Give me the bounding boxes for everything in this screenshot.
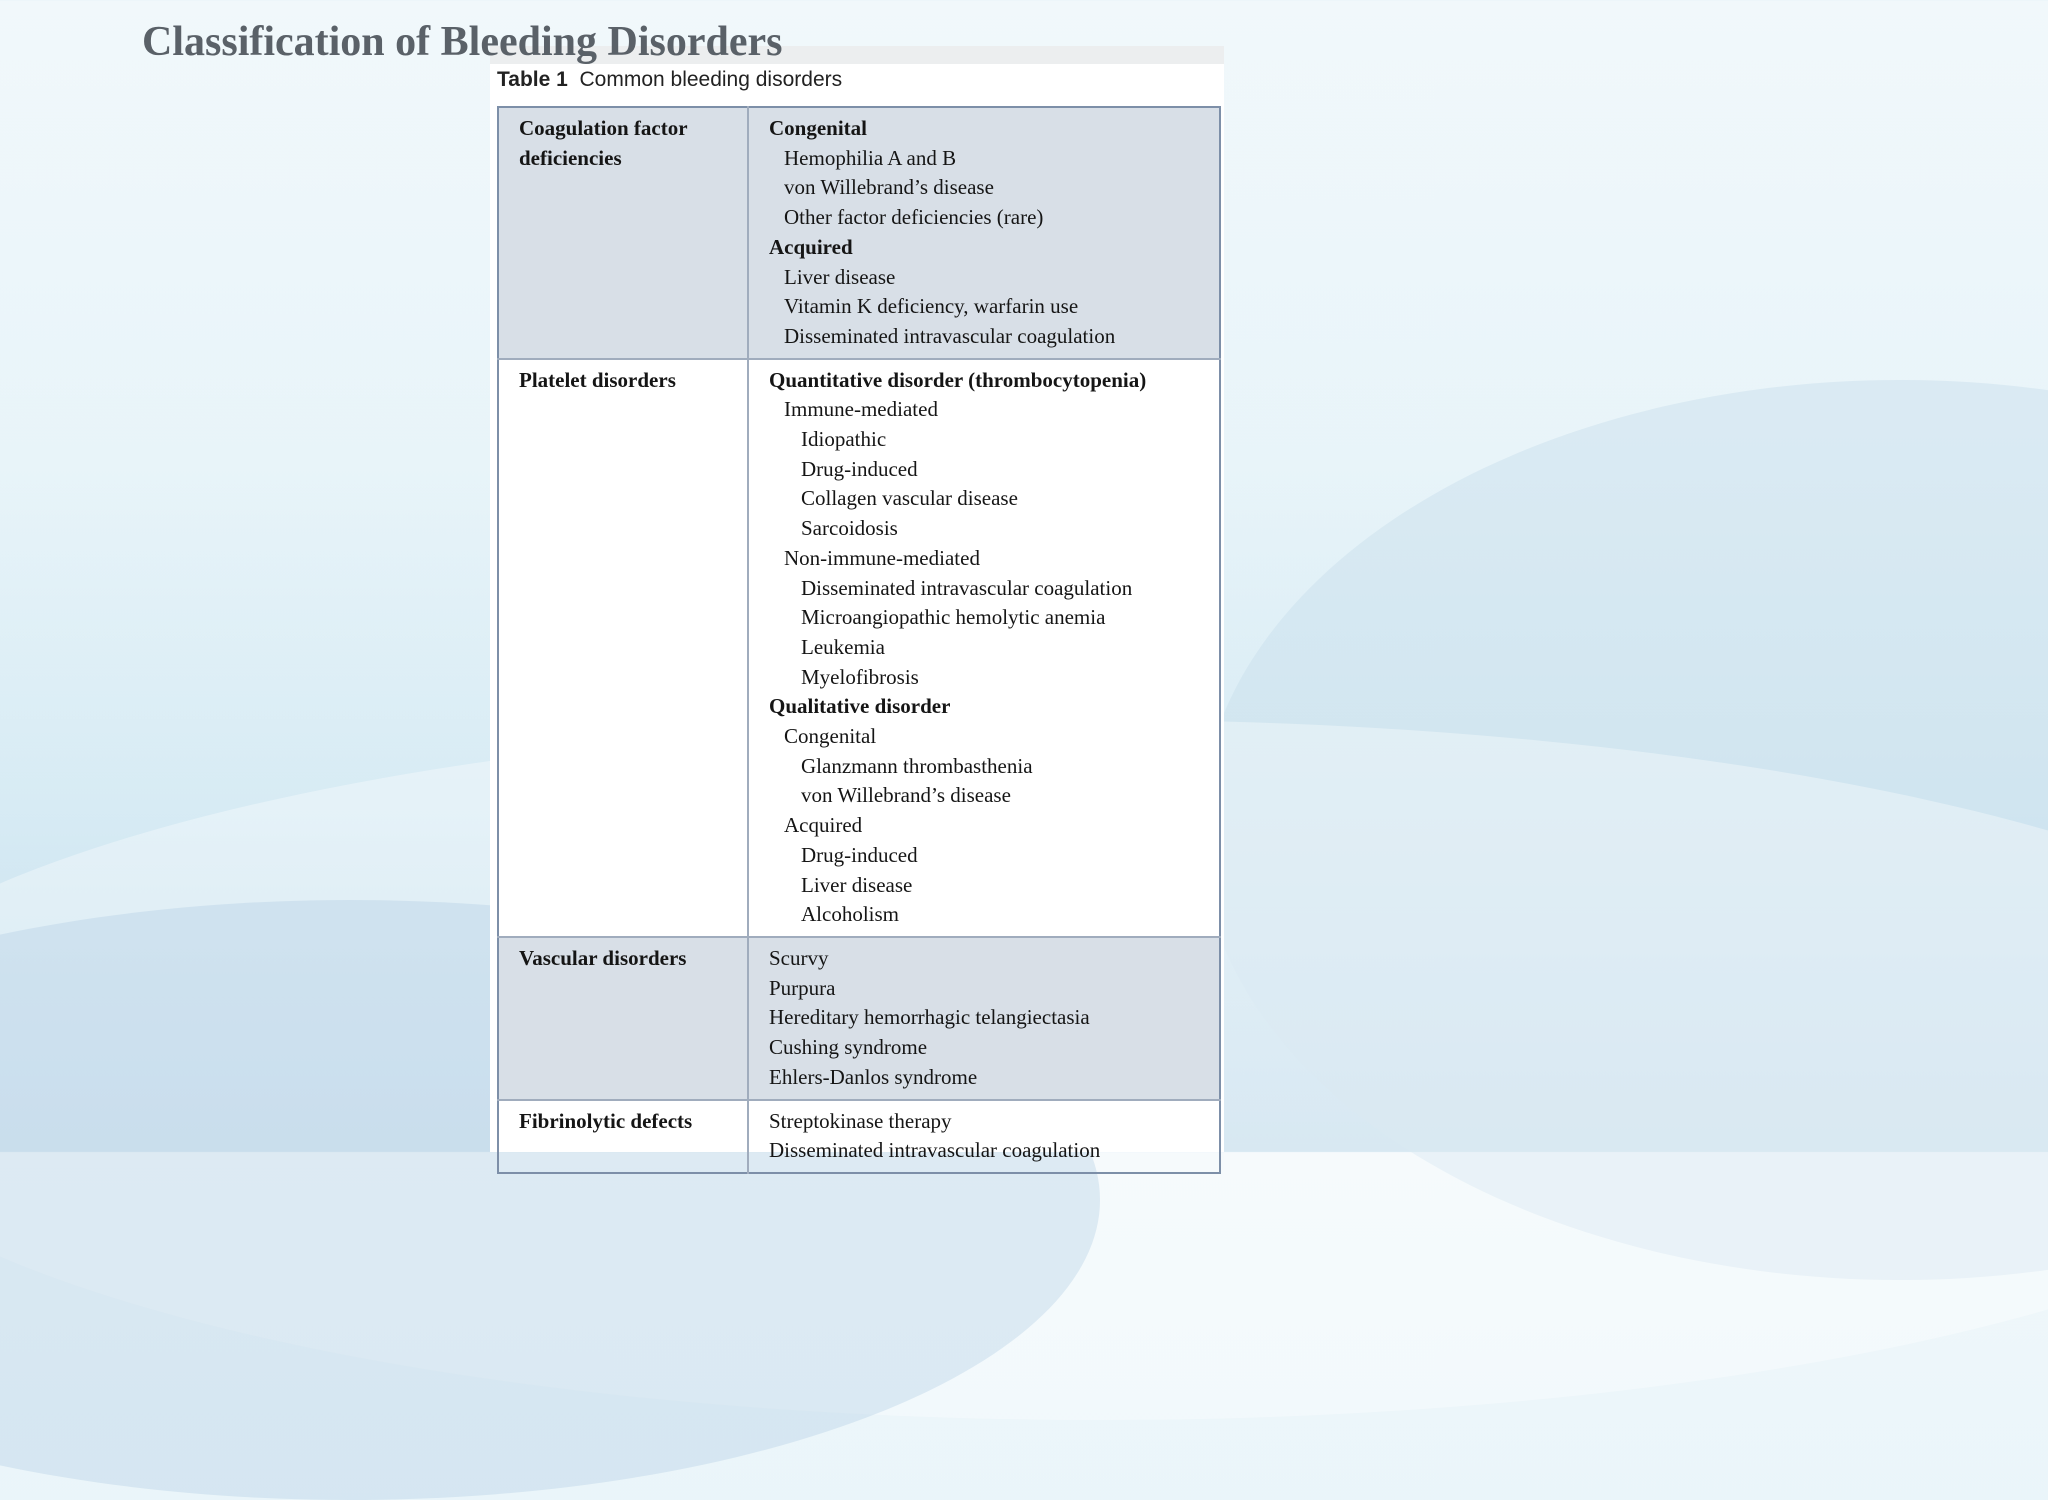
category-cell: Fibrinolytic defects [498,1100,748,1173]
list-item: Disseminated intravascular coagulation [801,575,1133,600]
list-item: Non-immune-mediated [784,545,980,570]
list-item: Vitamin K deficiency, warfarin use [784,294,1079,319]
list-item: Liver disease [801,872,913,897]
table-caption [497,68,842,92]
list-item: Liver disease [784,264,896,289]
list-item: Disseminated intravascular coagulation [784,323,1116,348]
items-cell [748,1100,1220,1173]
caption-label: Table 1 [497,68,568,91]
list-item: Myelofibrosis [801,664,919,689]
list-item: Idiopathic [801,427,887,452]
table-body [498,107,1220,1173]
list-item: Streptokinase therapy [769,1108,952,1133]
category-cell: Vascular disorders [498,937,748,1100]
subheading-item: Quantitative disorder (thrombocytopenia) [769,367,1147,392]
list-item: Cushing syndrome [769,1035,928,1060]
list-item: Congenital [784,724,877,749]
category-cell: Platelet disorders [498,359,748,937]
list-item: Alcoholism [801,902,899,927]
list-item: Leukemia [801,634,885,659]
list-item: Collagen vascular disease [801,486,1018,511]
list-item: Ehlers-Danlos syndrome [769,1064,978,1089]
list-item: Hereditary hemorrhagic telangiectasia [769,1005,1090,1030]
list-item: von Willebrand’s disease [801,783,1011,808]
table-row [498,107,1220,359]
list-item: Other factor deficiencies (rare) [784,205,1044,230]
items-cell [748,359,1220,937]
slide-title: Classification of Bleeding Disorders [142,19,783,65]
table-row [498,937,1220,1100]
list-item: von Willebrand’s disease [784,175,994,200]
list-item: Acquired [784,813,863,838]
table-row [498,359,1220,937]
subheading-item: Congenital [769,116,868,140]
items-cell [748,937,1220,1100]
list-item: Immune-mediated [784,397,938,422]
subheading-item: Qualitative disorder [769,694,951,719]
list-item: Drug-induced [801,456,918,481]
list-item: Hemophilia A and B [784,145,957,170]
list-item: Glanzmann thrombasthenia [801,753,1033,778]
bleeding-disorders-table [497,106,1221,1174]
items-cell [748,107,1220,359]
list-item: Drug-induced [801,842,918,867]
list-item: Microangiopathic hemolytic anemia [801,605,1106,630]
list-item: Sarcoidosis [801,516,898,541]
caption-text: Common bleeding disorders [579,68,843,91]
category-cell: Coagulation factor deficiencies [498,107,748,359]
subheading-item: Acquired [769,234,853,259]
list-item: Purpura [769,975,836,1000]
table-figure [490,46,1224,1163]
list-item: Scurvy [769,945,829,970]
table-row [498,1100,1220,1173]
list-item: Disseminated intravascular coagulation [769,1138,1101,1163]
